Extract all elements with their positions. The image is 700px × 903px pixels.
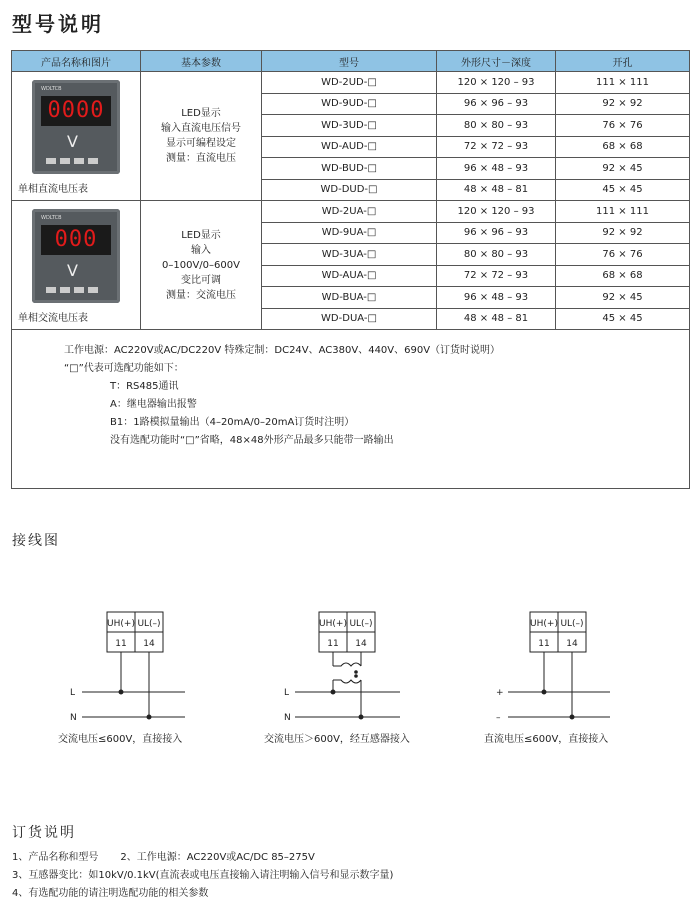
table-header-row (12, 51, 690, 72)
cutout-cell: 92 × 92 (556, 222, 690, 244)
dimension-cell: 120 × 120 – 93 (437, 72, 556, 94)
model-cell: WD-9UD-□ (262, 93, 437, 115)
dimension-cell: 80 × 80 – 93 (437, 244, 556, 266)
meter-buttons (46, 156, 102, 167)
header-params: 基本参数 (141, 51, 262, 72)
wiring-caption: 直流电压≤600V，直接接入 (484, 734, 609, 745)
param-line: 显示可编程设定 (166, 138, 236, 149)
dimension-cell: 48 × 48 – 81 (437, 308, 556, 330)
meter-unit: V (67, 132, 78, 151)
order-line (12, 849, 415, 867)
wiring-diagrams (0, 600, 700, 750)
param-line: 0–100V/0–600V (162, 259, 240, 271)
meter-buttons (46, 285, 102, 296)
cutout-cell: 92 × 45 (556, 158, 690, 180)
product-cell (12, 201, 141, 330)
terminal-label: UL(–) (349, 619, 373, 629)
meter-unit: V (67, 261, 78, 280)
order-title: 订货说明 (12, 825, 76, 841)
param-line: LED显示 (181, 108, 221, 119)
product-cell (12, 72, 141, 201)
terminal-label: UL(–) (137, 619, 161, 629)
note-line: B1：1路模拟量输出（4–20mA/0–20mA订货时注明） (110, 417, 355, 428)
product-name: 单相直流电压表 (18, 184, 88, 195)
meter-brand: WDLTCB (41, 215, 62, 221)
wiring-caption: 交流电压＞600V，经互感器接入 (264, 734, 410, 745)
terminal-label: UH(+) (107, 619, 135, 629)
wiring-title: 接线图 (12, 533, 60, 549)
table-row (12, 72, 690, 94)
meter-display: 000 (41, 225, 111, 255)
model-cell: WD-3UA-□ (262, 244, 437, 266)
cutout-cell: 92 × 45 (556, 287, 690, 309)
model-cell: WD-BUD-□ (262, 158, 437, 180)
cutout-cell: 76 × 76 (556, 244, 690, 266)
line-label: L (70, 688, 76, 698)
terminal-number: 11 (115, 639, 127, 649)
dimension-cell: 96 × 96 – 93 (437, 222, 556, 244)
note-line: 工作电源：AC220V或AC/DC220V 特殊定制：DC24V、AC380V、440V、690V（订货时说明） (64, 345, 501, 356)
note-line: T：RS485通讯 (110, 381, 179, 392)
dimension-cell: 48 × 48 – 81 (437, 179, 556, 201)
table-row (12, 201, 690, 223)
model-cell: WD-AUD-□ (262, 136, 437, 158)
param-line: LED显示 (181, 229, 221, 241)
order-item: 1、产品名称和型号 (12, 852, 99, 863)
dimension-cell: 120 × 120 – 93 (437, 201, 556, 223)
model-cell: WD-2UD-□ (262, 72, 437, 94)
terminal-number: 14 (355, 639, 367, 649)
order-line (12, 885, 415, 903)
cutout-cell: 68 × 68 (556, 136, 690, 158)
notes-row (12, 330, 690, 489)
order-list (12, 849, 415, 903)
model-cell: WD-9UA-□ (262, 222, 437, 244)
wiring-diagram-ac-transformer (264, 612, 410, 745)
note-line: “□”代表可选配功能如下： (64, 363, 184, 374)
product-name: 单相交流电压表 (18, 313, 88, 324)
terminal-label: UH(+) (530, 619, 558, 629)
dimension-cell: 96 × 96 – 93 (437, 93, 556, 115)
model-cell: WD-AUA-□ (262, 265, 437, 287)
line-label: – (496, 713, 501, 723)
meter-image (32, 80, 120, 174)
wiring-caption: 交流电压≤600V，直接接入 (58, 734, 183, 745)
dimension-cell: 96 × 48 – 93 (437, 287, 556, 309)
header-dimension: 外形尺寸－深度 (437, 51, 556, 72)
param-line: 输入直流电压信号 (161, 123, 241, 134)
dimension-cell: 72 × 72 – 93 (437, 265, 556, 287)
order-line (12, 867, 415, 885)
model-cell: WD-2UA-□ (262, 201, 437, 223)
meter-brand: WDLTCB (41, 86, 62, 92)
wiring-diagram-ac-direct (58, 612, 185, 745)
params-cell (141, 201, 262, 330)
param-line: 输入 (191, 244, 211, 256)
order-item: 3、互感器变比：如10kV/0.1kV(直流表或电压直接输入请注明输入信号和显示数字量) (12, 870, 394, 881)
notes-cell (12, 330, 690, 489)
order-item: 2、工作电源：AC220V或AC/DC 85–275V (120, 852, 315, 863)
cutout-cell: 111 × 111 (556, 72, 690, 94)
model-cell: WD-3UD-□ (262, 115, 437, 137)
line-label: N (70, 713, 77, 723)
note-line: 没有选配功能时“□”省略，48×48外形产品最多只能带一路输出 (110, 435, 394, 446)
dimension-cell: 80 × 80 – 93 (437, 115, 556, 137)
cutout-cell: 45 × 45 (556, 308, 690, 330)
terminal-number: 11 (538, 639, 550, 649)
dimension-cell: 72 × 72 – 93 (437, 136, 556, 158)
header-product: 产品名称和图片 (12, 51, 141, 72)
wiring-diagram-dc-direct (484, 612, 610, 745)
model-cell: WD-BUA-□ (262, 287, 437, 309)
param-line: 测量：交流电压 (166, 289, 236, 301)
dimension-cell: 96 × 48 – 93 (437, 158, 556, 180)
line-label: + (496, 688, 504, 698)
param-line: 测量：直流电压 (166, 153, 236, 164)
cutout-cell: 111 × 111 (556, 201, 690, 223)
line-label: N (284, 713, 291, 723)
param-line: 变比可调 (181, 274, 221, 286)
model-cell: WD-DUA-□ (262, 308, 437, 330)
cutout-cell: 92 × 92 (556, 93, 690, 115)
note-line: A：继电器输出报警 (110, 399, 197, 410)
meter-display: 0000 (41, 96, 111, 126)
cutout-cell: 68 × 68 (556, 265, 690, 287)
model-spec-table (11, 50, 690, 489)
page-title: 型号说明 (12, 12, 104, 36)
terminal-label: UL(–) (560, 619, 584, 629)
order-item: 4、有选配功能的请注明选配功能的相关参数 (12, 888, 209, 899)
line-label: L (284, 688, 290, 698)
cutout-cell: 45 × 45 (556, 179, 690, 201)
model-cell: WD-DUD-□ (262, 179, 437, 201)
transformer-coil-icon (333, 663, 361, 666)
params-cell (141, 72, 262, 201)
terminal-number: 11 (327, 639, 339, 649)
cutout-cell: 76 × 76 (556, 115, 690, 137)
terminal-number: 14 (566, 639, 578, 649)
terminal-number: 14 (143, 639, 155, 649)
terminal-label: UH(+) (319, 619, 347, 629)
header-model: 型号 (262, 51, 437, 72)
header-cutout: 开孔 (556, 51, 690, 72)
meter-image (32, 209, 120, 303)
